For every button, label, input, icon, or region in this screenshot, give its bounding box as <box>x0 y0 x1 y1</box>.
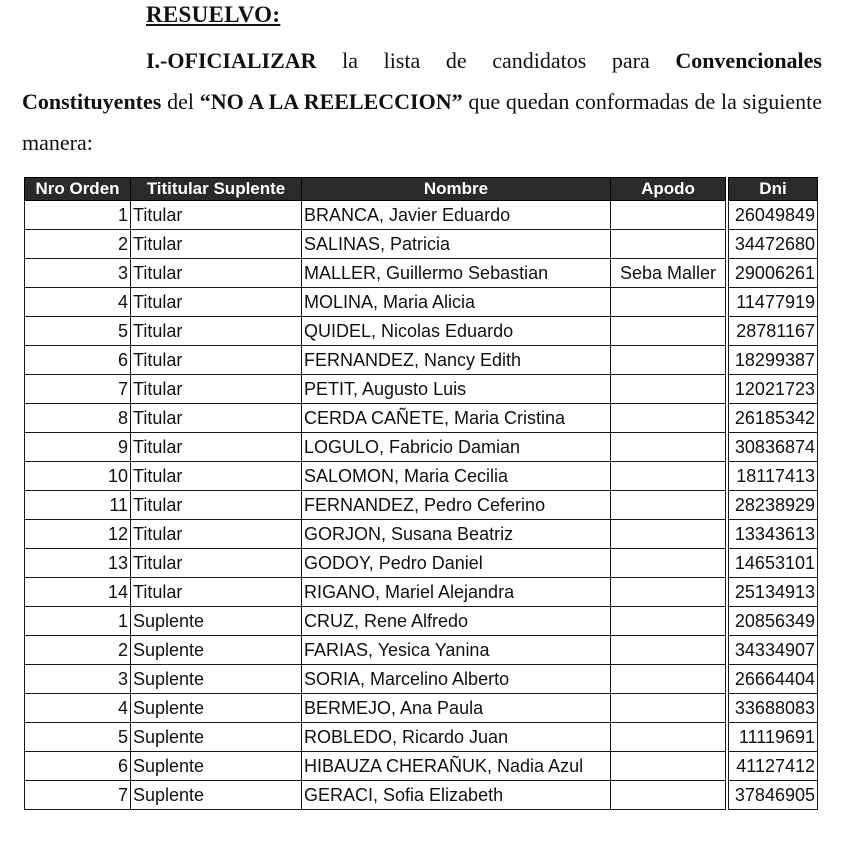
cell-dni: 34334907 <box>729 636 818 665</box>
cell-dni: 25134913 <box>729 578 818 607</box>
cell-orden: 7 <box>25 781 131 810</box>
cell-tipo: Titular <box>131 578 302 607</box>
cell-tipo: Titular <box>131 201 302 230</box>
cell-dni: 28781167 <box>729 317 818 346</box>
cell-orden: 7 <box>25 375 131 404</box>
cell-nombre: SORIA, Marcelino Alberto <box>302 665 611 694</box>
cell-dni: 14653101 <box>729 549 818 578</box>
cell-nombre: RIGANO, Mariel Alejandra <box>302 578 611 607</box>
cell-tipo: Suplente <box>131 607 302 636</box>
cell-tipo: Titular <box>131 230 302 259</box>
cell-orden: 1 <box>25 607 131 636</box>
cell-apodo <box>611 288 726 317</box>
cell-dni: 11119691 <box>729 723 818 752</box>
oficializar-label: I.-OFICIALIZAR <box>146 48 317 73</box>
cell-nombre: FERNANDEZ, Pedro Ceferino <box>302 491 611 520</box>
cell-orden: 2 <box>25 230 131 259</box>
cell-tipo: Titular <box>131 462 302 491</box>
header-apodo: Apodo <box>611 178 726 201</box>
cell-nombre: GORJON, Susana Beatriz <box>302 520 611 549</box>
cell-apodo <box>611 723 726 752</box>
cell-nombre: CERDA CAÑETE, Maria Cristina <box>302 404 611 433</box>
cell-apodo <box>611 201 726 230</box>
cell-dni: 12021723 <box>729 375 818 404</box>
cell-nombre: HIBAUZA CHERAÑUK, Nadia Azul <box>302 752 611 781</box>
table-row <box>25 607 818 636</box>
table-header-row <box>25 178 818 201</box>
cell-nombre: BRANCA, Javier Eduardo <box>302 201 611 230</box>
cell-nombre: QUIDEL, Nicolas Eduardo <box>302 317 611 346</box>
cell-dni: 18117413 <box>729 462 818 491</box>
cell-apodo <box>611 752 726 781</box>
cell-nombre: MOLINA, Maria Alicia <box>302 288 611 317</box>
resolution-paragraph <box>22 40 822 163</box>
cell-apodo <box>611 549 726 578</box>
cell-nombre: FERNANDEZ, Nancy Edith <box>302 346 611 375</box>
paragraph-text-3: que quedan conformadas de la siguiente manera: <box>22 89 822 155</box>
resuelvo-heading: RESUELVO: <box>146 2 281 27</box>
cell-orden: 10 <box>25 462 131 491</box>
cell-apodo <box>611 462 726 491</box>
table-row <box>25 346 818 375</box>
cell-orden: 9 <box>25 433 131 462</box>
cell-nombre: ROBLEDO, Ricardo Juan <box>302 723 611 752</box>
cell-orden: 6 <box>25 752 131 781</box>
cell-orden: 4 <box>25 288 131 317</box>
table-row <box>25 259 818 288</box>
cell-orden: 8 <box>25 404 131 433</box>
table-body <box>25 201 818 810</box>
cell-orden: 5 <box>25 317 131 346</box>
table-row <box>25 549 818 578</box>
cell-tipo: Titular <box>131 520 302 549</box>
cell-dni: 30836874 <box>729 433 818 462</box>
cell-tipo: Titular <box>131 375 302 404</box>
cell-tipo: Suplente <box>131 665 302 694</box>
header-nombre: Nombre <box>302 178 611 201</box>
cell-dni: 26185342 <box>729 404 818 433</box>
cell-apodo <box>611 346 726 375</box>
party-name: “NO A LA REELECCION” <box>199 89 463 114</box>
cell-apodo <box>611 665 726 694</box>
table-row <box>25 375 818 404</box>
cell-dni: 18299387 <box>729 346 818 375</box>
cell-dni: 11477919 <box>729 288 818 317</box>
cell-nombre: PETIT, Augusto Luis <box>302 375 611 404</box>
cell-apodo <box>611 578 726 607</box>
cell-apodo <box>611 636 726 665</box>
cell-apodo <box>611 404 726 433</box>
table-row <box>25 520 818 549</box>
cell-tipo: Titular <box>131 259 302 288</box>
cell-orden: 4 <box>25 694 131 723</box>
convencionales-label: Convencionales Constituyentes <box>22 48 822 114</box>
cell-apodo <box>611 317 726 346</box>
cell-nombre: LOGULO, Fabricio Damian <box>302 433 611 462</box>
cell-apodo <box>611 520 726 549</box>
cell-orden: 6 <box>25 346 131 375</box>
cell-orden: 3 <box>25 259 131 288</box>
cell-tipo: Titular <box>131 346 302 375</box>
cell-apodo <box>611 433 726 462</box>
table-row <box>25 781 818 810</box>
table-row <box>25 288 818 317</box>
cell-dni: 20856349 <box>729 607 818 636</box>
cell-nombre: MALLER, Guillermo Sebastian <box>302 259 611 288</box>
cell-nombre: SALOMON, Maria Cecilia <box>302 462 611 491</box>
table-row <box>25 578 818 607</box>
cell-orden: 11 <box>25 491 131 520</box>
cell-nombre: GODOY, Pedro Daniel <box>302 549 611 578</box>
cell-dni: 41127412 <box>729 752 818 781</box>
cell-nombre: CRUZ, Rene Alfredo <box>302 607 611 636</box>
cell-orden: 3 <box>25 665 131 694</box>
cell-tipo: Suplente <box>131 752 302 781</box>
table-row <box>25 752 818 781</box>
cell-orden: 13 <box>25 549 131 578</box>
cell-dni: 29006261 <box>729 259 818 288</box>
table-row <box>25 491 818 520</box>
cell-apodo <box>611 230 726 259</box>
cell-tipo: Suplente <box>131 694 302 723</box>
cell-nombre: FARIAS, Yesica Yanina <box>302 636 611 665</box>
table-row <box>25 404 818 433</box>
cell-orden: 14 <box>25 578 131 607</box>
cell-dni: 37846905 <box>729 781 818 810</box>
table-row <box>25 723 818 752</box>
cell-dni: 34472680 <box>729 230 818 259</box>
cell-orden: 12 <box>25 520 131 549</box>
cell-nombre: BERMEJO, Ana Paula <box>302 694 611 723</box>
table-row <box>25 230 818 259</box>
cell-orden: 1 <box>25 201 131 230</box>
cell-tipo: Titular <box>131 288 302 317</box>
cell-dni: 28238929 <box>729 491 818 520</box>
cell-tipo: Suplente <box>131 636 302 665</box>
table-row <box>25 201 818 230</box>
cell-dni: 26049849 <box>729 201 818 230</box>
cell-dni: 26664404 <box>729 665 818 694</box>
table-row <box>25 433 818 462</box>
cell-tipo: Titular <box>131 549 302 578</box>
cell-apodo <box>611 375 726 404</box>
table-row <box>25 636 818 665</box>
table-row <box>25 694 818 723</box>
cell-apodo <box>611 781 726 810</box>
header-dni: Dni <box>729 178 818 201</box>
cell-dni: 33688083 <box>729 694 818 723</box>
cell-tipo: Titular <box>131 433 302 462</box>
paragraph-text-1: la lista de candidatos para <box>316 48 676 73</box>
cell-tipo: Suplente <box>131 781 302 810</box>
cell-orden: 5 <box>25 723 131 752</box>
table-row <box>25 462 818 491</box>
cell-tipo: Titular <box>131 317 302 346</box>
cell-nombre: SALINAS, Patricia <box>302 230 611 259</box>
candidates-table <box>24 177 818 810</box>
cell-apodo <box>611 607 726 636</box>
paragraph-text-2: del <box>161 89 200 114</box>
cell-tipo: Titular <box>131 491 302 520</box>
cell-dni: 13343613 <box>729 520 818 549</box>
cell-nombre: GERACI, Sofia Elizabeth <box>302 781 611 810</box>
cell-tipo: Suplente <box>131 723 302 752</box>
header-tipo: Tititular Suplente <box>131 178 302 201</box>
table-row <box>25 665 818 694</box>
header-orden: Nro Orden <box>25 178 131 201</box>
table-row <box>25 317 818 346</box>
cell-apodo: Seba Maller <box>611 259 726 288</box>
cell-tipo: Titular <box>131 404 302 433</box>
cell-orden: 2 <box>25 636 131 665</box>
cell-apodo <box>611 694 726 723</box>
cell-apodo <box>611 491 726 520</box>
